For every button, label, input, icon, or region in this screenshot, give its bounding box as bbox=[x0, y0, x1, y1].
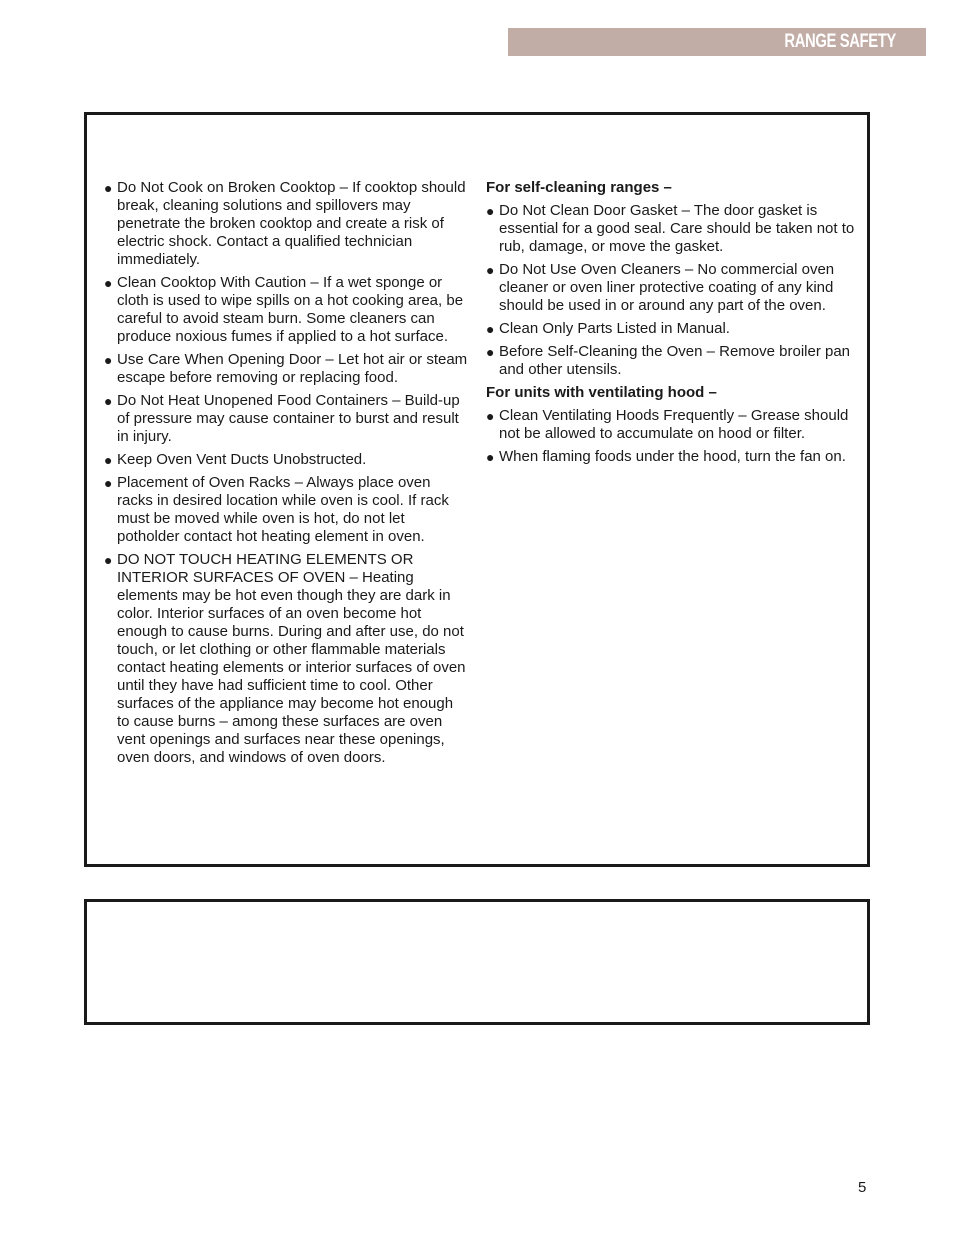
bullet-icon: ● bbox=[486, 321, 495, 337]
list-item-text: Before Self-Cleaning the Oven – Remove broiler pan and other utensils. bbox=[499, 343, 851, 378]
list-item bbox=[104, 474, 469, 546]
right-column bbox=[486, 179, 861, 471]
section-title: RANGE SAFETY bbox=[784, 31, 896, 52]
list-item-text: Do Not Use Oven Cleaners – No commercial oven cleaner or oven liner protective coating of any kind should be used in or around any part of the oven. bbox=[499, 261, 835, 314]
page-number: 5 bbox=[858, 1179, 867, 1196]
left-column bbox=[104, 179, 469, 772]
list-item-text: When flaming foods under the hood, turn the fan on. bbox=[499, 448, 846, 465]
safety-list-ventilating-hood bbox=[486, 407, 861, 466]
list-item-text: Use Care When Opening Door – Let hot air or steam escape before removing or replacing food. bbox=[117, 351, 468, 386]
list-item bbox=[104, 551, 469, 767]
bullet-icon: ● bbox=[104, 275, 113, 291]
bullet-icon: ● bbox=[104, 452, 113, 468]
bullet-icon: ● bbox=[104, 552, 113, 568]
list-item bbox=[104, 179, 469, 269]
list-item bbox=[486, 320, 861, 338]
list-item bbox=[486, 448, 861, 466]
list-item bbox=[104, 351, 469, 387]
list-item-text: Clean Only Parts Listed in Manual. bbox=[499, 320, 730, 337]
list-item-text: Do Not Clean Door Gasket – The door gasket is essential for a good seal. Care should be taken not to rub, damage, or move the gasket. bbox=[499, 202, 855, 255]
list-item-text: Keep Oven Vent Ducts Unobstructed. bbox=[117, 451, 367, 468]
bullet-icon: ● bbox=[104, 180, 113, 196]
ventilating-hood-heading: For units with ventilating hood – bbox=[486, 384, 717, 401]
list-item-text: Placement of Oven Racks – Always place oven racks in desired location while oven is cool. If rack must be moved while oven is hot, do not let potholder contact hot heating element in oven. bbox=[117, 474, 449, 545]
section-header-tab bbox=[508, 28, 926, 56]
bullet-icon: ● bbox=[486, 408, 495, 424]
bullet-icon: ● bbox=[486, 344, 495, 360]
list-item bbox=[104, 392, 469, 446]
safety-list-general bbox=[104, 179, 469, 767]
list-item bbox=[486, 343, 861, 379]
safety-list-self-cleaning bbox=[486, 202, 861, 379]
notice-box bbox=[84, 899, 870, 1025]
bullet-icon: ● bbox=[104, 352, 113, 368]
list-item-text: Clean Ventilating Hoods Frequently – Grease should not be allowed to accumulate on hood or filter. bbox=[499, 407, 849, 442]
bullet-icon: ● bbox=[486, 203, 495, 219]
list-item bbox=[486, 407, 861, 443]
list-item bbox=[486, 202, 861, 256]
list-item-text: Clean Cooktop With Caution – If a wet sponge or cloth is used to wipe spills on a hot cooking area, be careful to avoid steam burn. Some cleaners can produce noxious fumes if applied to a hot surface. bbox=[117, 274, 464, 345]
bullet-icon: ● bbox=[486, 262, 495, 278]
bullet-icon: ● bbox=[104, 393, 113, 409]
list-item-text: Do Not Cook on Broken Cooktop – If cooktop should break, cleaning solutions and spillovers may penetrate the broken cooktop and create a risk of electric shock. Contact a qualified technician immediately. bbox=[117, 179, 466, 268]
list-item-text: Do Not Heat Unopened Food Containers – Build-up of pressure may cause container to burst and result in injury. bbox=[117, 392, 460, 445]
list-item bbox=[104, 451, 469, 469]
self-cleaning-heading: For self-cleaning ranges – bbox=[486, 179, 672, 196]
bullet-icon: ● bbox=[104, 475, 113, 491]
list-item bbox=[104, 274, 469, 346]
list-item bbox=[486, 261, 861, 315]
list-item-text: DO NOT TOUCH HEATING ELEMENTS OR INTERIOR SURFACES OF OVEN – Heating elements may be hot even though they are dark in color. Interior surfaces of an oven become hot enough to cause burns. During and after use, do not touch, or let clothing or other flammable materials contact heating elements or interior surfaces of oven until they have had sufficient time to cool. Other surfaces of the appliance may become hot enough to cause burns – among these surfaces are oven vent openings and surfaces near these openings, oven doors, and windows of oven doors. bbox=[117, 551, 466, 766]
bullet-icon: ● bbox=[486, 449, 495, 465]
